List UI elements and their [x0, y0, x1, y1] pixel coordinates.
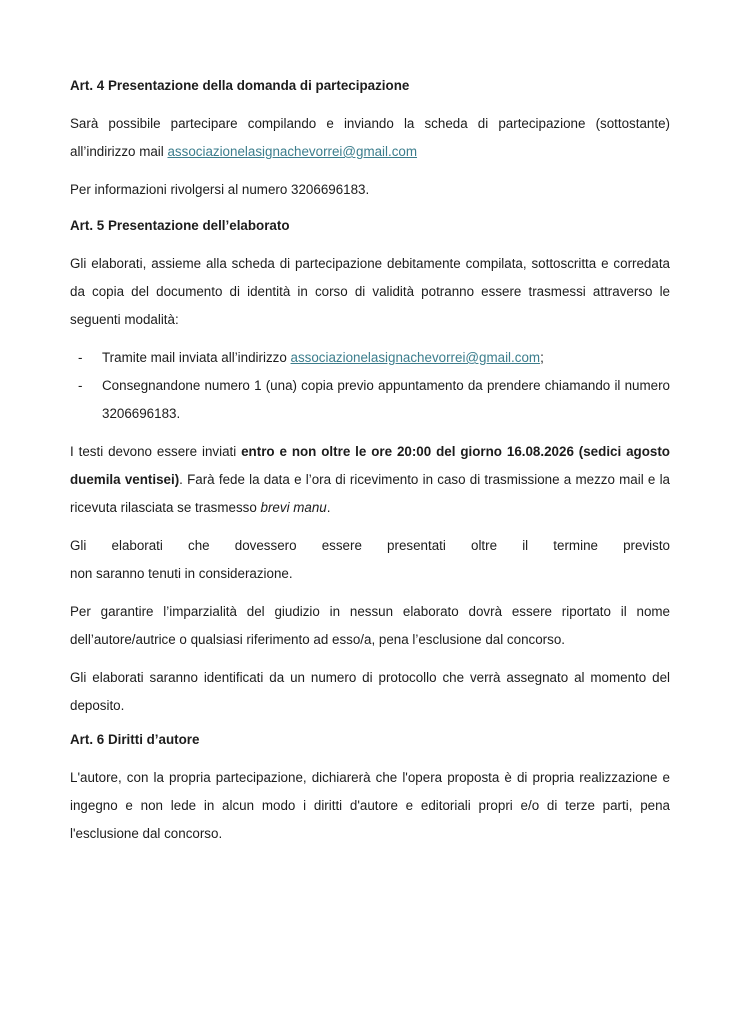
art5-deadline-paragraph	[70, 438, 670, 522]
art4-participation-text: Sarà possibile partecipare compilando e inviando la scheda di partecipazione (sottostante) all’indirizzo mail	[70, 116, 670, 159]
art4-participation-paragraph	[70, 110, 670, 166]
art5-impartiality-paragraph: Per garantire l’imparzialità del giudizio in nessun elaborato dovrà essere riportato il nome dell’autore/autrice o qualsiasi riferimento ad esso/a, pena l’esclusione dal concorso.	[70, 604, 670, 647]
art5-email-link[interactable]: associazionelasignachevorrei@gmail.com	[290, 350, 541, 365]
late-line2: non saranno tenuti in considerazione.	[70, 566, 293, 581]
art4-email-link[interactable]: associazionelasignachevorrei@gmail.com	[167, 144, 418, 159]
late-line1: Gli elaborati che dovessero essere presentati oltre il termine previsto	[70, 538, 670, 553]
art4-heading: Art. 4 Presentazione della domanda di partecipazione	[70, 78, 410, 93]
document-page	[70, 76, 670, 858]
art5-late-paragraph	[70, 532, 670, 588]
list-item-text: Tramite mail inviata all’indirizzo	[102, 350, 291, 365]
art5-heading: Art. 5 Presentazione dell’elaborato	[70, 218, 290, 233]
art6-paragraph: L'autore, con la propria partecipazione, dichiarerà che l'opera proposta è di propria realizzazione e ingegno e non lede in alcun modo i diritti d'autore e editoriali propri e/o di terze parti, pena l'esclusione dal concorso.	[70, 770, 670, 841]
art5-delivery-list	[70, 344, 670, 428]
list-dash: -	[78, 350, 83, 365]
art5-intro-paragraph: Gli elaborati, assieme alla scheda di partecipazione debitamente compilata, sottoscritta e corredata da copia del documento di identità in corso di validità potranno essere trasmessi attraverso le seguenti modalità:	[70, 256, 670, 327]
deadline-italic: brevi manu	[260, 500, 327, 515]
deadline-end: .	[326, 500, 331, 515]
art4-info-paragraph: Per informazioni rivolgersi al numero 3206696183.	[70, 182, 370, 197]
list-dash: -	[78, 378, 83, 393]
art5-protocol-paragraph: Gli elaborati saranno identificati da un numero di protocollo che verrà assegnato al momento del deposito.	[70, 670, 670, 713]
list-item	[70, 344, 670, 372]
art6-heading: Art. 6 Diritti d’autore	[70, 732, 200, 747]
list-item-suffix: ;	[540, 350, 544, 365]
deadline-post: . Farà fede la data e l’ora di ricevimento in caso di trasmissione a mezzo mail e la ricevuta rilasciata se trasmesso	[70, 472, 670, 515]
deadline-bold: entro e non oltre le ore 20:00 del giorno 16.08.2026 (sedici agosto duemila ventisei)	[70, 444, 670, 487]
list-item	[70, 372, 670, 428]
list-item-text: Consegnandone numero 1 (una) copia previo appuntamento da prendere chiamando il numero 3206696183.	[102, 378, 670, 421]
deadline-pre: I testi devono essere inviati	[70, 444, 242, 459]
